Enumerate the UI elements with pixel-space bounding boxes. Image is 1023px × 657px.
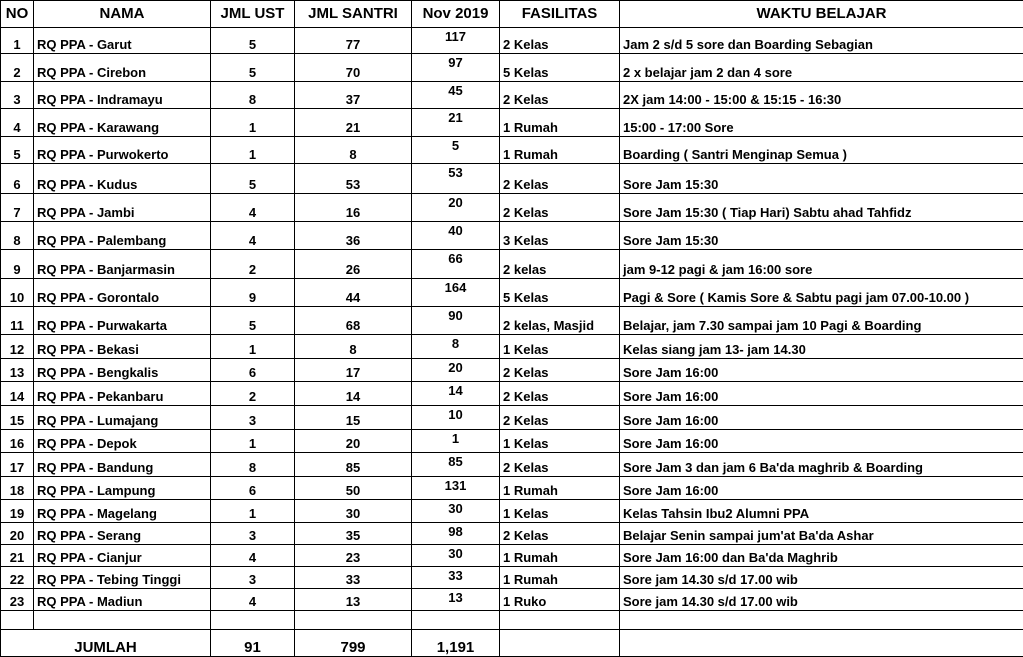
table-row bbox=[1, 222, 1023, 250]
cell-waktu-belajar: Pagi & Sore ( Kamis Sore & Sabtu pagi jam 07.00-10.00 ) bbox=[620, 279, 1023, 307]
table-row bbox=[1, 250, 1023, 279]
cell-nov-2019: 21 bbox=[412, 109, 500, 137]
cell-fasilitas: 1 Ruko bbox=[500, 589, 620, 611]
cell-jml-ust: 3 bbox=[211, 406, 295, 430]
table-row bbox=[1, 164, 1023, 194]
cell-jml-santri: 14 bbox=[295, 382, 412, 406]
cell-jml-ust: 8 bbox=[211, 82, 295, 109]
cell-nama: RQ PPA - Purwakarta bbox=[34, 307, 211, 335]
cell-nama: RQ PPA - Cirebon bbox=[34, 54, 211, 82]
cell-no: 9 bbox=[1, 250, 34, 279]
cell-jml-santri: 20 bbox=[295, 430, 412, 453]
cell-jml-ust: 4 bbox=[211, 589, 295, 611]
cell-nama: RQ PPA - Bengkalis bbox=[34, 359, 211, 382]
cell-nov-2019: 164 bbox=[412, 279, 500, 307]
cell-nov-2019: 40 bbox=[412, 222, 500, 250]
cell-jml-ust: 5 bbox=[211, 28, 295, 54]
totals-row bbox=[1, 630, 1023, 657]
cell-nama: RQ PPA - Bekasi bbox=[34, 335, 211, 359]
totals-ust: 91 bbox=[211, 630, 295, 657]
cell-fasilitas: 3 Kelas bbox=[500, 222, 620, 250]
cell-nama: RQ PPA - Karawang bbox=[34, 109, 211, 137]
blank-cell bbox=[412, 611, 500, 630]
cell-jml-santri: 35 bbox=[295, 523, 412, 545]
cell-jml-ust: 2 bbox=[211, 382, 295, 406]
blank-cell bbox=[211, 611, 295, 630]
cell-jml-santri: 33 bbox=[295, 567, 412, 589]
cell-nov-2019: 85 bbox=[412, 453, 500, 477]
cell-jml-ust: 1 bbox=[211, 430, 295, 453]
cell-nama: RQ PPA - Depok bbox=[34, 430, 211, 453]
cell-jml-santri: 44 bbox=[295, 279, 412, 307]
cell-no: 16 bbox=[1, 430, 34, 453]
cell-nama: RQ PPA - Pekanbaru bbox=[34, 382, 211, 406]
cell-nov-2019: 98 bbox=[412, 523, 500, 545]
blank-cell bbox=[620, 611, 1023, 630]
cell-jml-ust: 5 bbox=[211, 307, 295, 335]
cell-jml-santri: 15 bbox=[295, 406, 412, 430]
cell-no: 15 bbox=[1, 406, 34, 430]
cell-fasilitas: 1 Kelas bbox=[500, 500, 620, 523]
cell-jml-santri: 13 bbox=[295, 589, 412, 611]
cell-nov-2019: 30 bbox=[412, 500, 500, 523]
cell-no: 18 bbox=[1, 477, 34, 500]
cell-waktu-belajar: Sore Jam 16:00 bbox=[620, 477, 1023, 500]
cell-fasilitas: 2 Kelas bbox=[500, 194, 620, 222]
cell-no: 22 bbox=[1, 567, 34, 589]
cell-nama: RQ PPA - Lumajang bbox=[34, 406, 211, 430]
table-row bbox=[1, 430, 1023, 453]
cell-fasilitas: 5 Kelas bbox=[500, 279, 620, 307]
cell-jml-santri: 36 bbox=[295, 222, 412, 250]
header-jml-santri: JML SANTRI bbox=[295, 1, 412, 28]
table-row bbox=[1, 28, 1023, 54]
cell-jml-santri: 30 bbox=[295, 500, 412, 523]
cell-nama: RQ PPA - Cianjur bbox=[34, 545, 211, 567]
table-row bbox=[1, 477, 1023, 500]
cell-fasilitas: 1 Kelas bbox=[500, 430, 620, 453]
cell-jml-santri: 85 bbox=[295, 453, 412, 477]
cell-jml-ust: 5 bbox=[211, 54, 295, 82]
cell-waktu-belajar: Boarding ( Santri Menginap Semua ) bbox=[620, 137, 1023, 164]
cell-nama: RQ PPA - Gorontalo bbox=[34, 279, 211, 307]
cell-nama: RQ PPA - Indramayu bbox=[34, 82, 211, 109]
blank-row bbox=[1, 611, 1023, 630]
cell-nama: RQ PPA - Palembang bbox=[34, 222, 211, 250]
table-row bbox=[1, 194, 1023, 222]
table-row bbox=[1, 307, 1023, 335]
cell-nov-2019: 97 bbox=[412, 54, 500, 82]
table-row bbox=[1, 523, 1023, 545]
table-row bbox=[1, 589, 1023, 611]
cell-waktu-belajar: Sore jam 14.30 s/d 17.00 wib bbox=[620, 589, 1023, 611]
table-row bbox=[1, 82, 1023, 109]
table-body bbox=[1, 28, 1023, 611]
header-nov-2019: Nov 2019 bbox=[412, 1, 500, 28]
cell-waktu-belajar: Kelas Tahsin Ibu2 Alumni PPA bbox=[620, 500, 1023, 523]
cell-jml-santri: 50 bbox=[295, 477, 412, 500]
cell-fasilitas: 1 Rumah bbox=[500, 567, 620, 589]
cell-fasilitas: 2 kelas, Masjid bbox=[500, 307, 620, 335]
cell-jml-santri: 21 bbox=[295, 109, 412, 137]
totals-label: JUMLAH bbox=[1, 630, 211, 657]
cell-nama: RQ PPA - Garut bbox=[34, 28, 211, 54]
cell-jml-ust: 1 bbox=[211, 137, 295, 164]
cell-no: 4 bbox=[1, 109, 34, 137]
cell-jml-santri: 70 bbox=[295, 54, 412, 82]
table-row bbox=[1, 567, 1023, 589]
cell-waktu-belajar: Sore Jam 16:00 bbox=[620, 406, 1023, 430]
totals-santri: 799 bbox=[295, 630, 412, 657]
cell-jml-ust: 1 bbox=[211, 335, 295, 359]
totals-empty-waktu bbox=[620, 630, 1023, 657]
cell-nov-2019: 20 bbox=[412, 359, 500, 382]
cell-nov-2019: 66 bbox=[412, 250, 500, 279]
cell-waktu-belajar: Kelas siang jam 13- jam 14.30 bbox=[620, 335, 1023, 359]
cell-fasilitas: 2 Kelas bbox=[500, 382, 620, 406]
cell-jml-ust: 3 bbox=[211, 523, 295, 545]
cell-fasilitas: 2 Kelas bbox=[500, 164, 620, 194]
cell-fasilitas: 1 Rumah bbox=[500, 137, 620, 164]
cell-no: 17 bbox=[1, 453, 34, 477]
cell-jml-ust: 3 bbox=[211, 567, 295, 589]
header-waktu-belajar: WAKTU BELAJAR bbox=[620, 1, 1023, 28]
cell-jml-santri: 16 bbox=[295, 194, 412, 222]
header-jml-ust: JML UST bbox=[211, 1, 295, 28]
cell-jml-ust: 4 bbox=[211, 194, 295, 222]
cell-no: 3 bbox=[1, 82, 34, 109]
cell-fasilitas: 2 Kelas bbox=[500, 453, 620, 477]
cell-nov-2019: 30 bbox=[412, 545, 500, 567]
cell-fasilitas: 2 kelas bbox=[500, 250, 620, 279]
cell-no: 11 bbox=[1, 307, 34, 335]
cell-fasilitas: 2 Kelas bbox=[500, 523, 620, 545]
cell-nama: RQ PPA - Purwokerto bbox=[34, 137, 211, 164]
cell-waktu-belajar: Sore jam 14.30 s/d 17.00 wib bbox=[620, 567, 1023, 589]
cell-jml-santri: 37 bbox=[295, 82, 412, 109]
cell-jml-ust: 5 bbox=[211, 164, 295, 194]
cell-jml-ust: 4 bbox=[211, 222, 295, 250]
table-row bbox=[1, 382, 1023, 406]
cell-fasilitas: 2 Kelas bbox=[500, 406, 620, 430]
cell-fasilitas: 1 Rumah bbox=[500, 477, 620, 500]
cell-jml-ust: 9 bbox=[211, 279, 295, 307]
header-row bbox=[1, 1, 1023, 28]
cell-no: 10 bbox=[1, 279, 34, 307]
cell-nov-2019: 53 bbox=[412, 164, 500, 194]
cell-no: 1 bbox=[1, 28, 34, 54]
table-row bbox=[1, 137, 1023, 164]
cell-jml-santri: 23 bbox=[295, 545, 412, 567]
cell-no: 7 bbox=[1, 194, 34, 222]
cell-no: 20 bbox=[1, 523, 34, 545]
cell-jml-santri: 53 bbox=[295, 164, 412, 194]
cell-no: 23 bbox=[1, 589, 34, 611]
cell-nama: RQ PPA - Banjarmasin bbox=[34, 250, 211, 279]
table-row bbox=[1, 109, 1023, 137]
cell-nama: RQ PPA - Kudus bbox=[34, 164, 211, 194]
cell-waktu-belajar: jam 9-12 pagi & jam 16:00 sore bbox=[620, 250, 1023, 279]
cell-nov-2019: 14 bbox=[412, 382, 500, 406]
cell-no: 5 bbox=[1, 137, 34, 164]
cell-jml-santri: 26 bbox=[295, 250, 412, 279]
cell-waktu-belajar: Sore Jam 3 dan jam 6 Ba'da maghrib & Boarding bbox=[620, 453, 1023, 477]
blank-cell bbox=[1, 611, 34, 630]
table-row bbox=[1, 335, 1023, 359]
cell-no: 6 bbox=[1, 164, 34, 194]
cell-jml-ust: 8 bbox=[211, 453, 295, 477]
cell-waktu-belajar: Jam 2 s/d 5 sore dan Boarding Sebagian bbox=[620, 28, 1023, 54]
cell-fasilitas: 1 Rumah bbox=[500, 545, 620, 567]
cell-nama: RQ PPA - Jambi bbox=[34, 194, 211, 222]
cell-no: 21 bbox=[1, 545, 34, 567]
cell-nama: RQ PPA - Bandung bbox=[34, 453, 211, 477]
cell-nov-2019: 131 bbox=[412, 477, 500, 500]
blank-cell bbox=[500, 611, 620, 630]
cell-jml-ust: 2 bbox=[211, 250, 295, 279]
cell-nov-2019: 5 bbox=[412, 137, 500, 164]
cell-jml-santri: 8 bbox=[295, 335, 412, 359]
table-row bbox=[1, 406, 1023, 430]
table-row bbox=[1, 545, 1023, 567]
table-row bbox=[1, 54, 1023, 82]
cell-nama: RQ PPA - Lampung bbox=[34, 477, 211, 500]
cell-jml-ust: 6 bbox=[211, 359, 295, 382]
cell-waktu-belajar: Sore Jam 15:30 bbox=[620, 222, 1023, 250]
cell-nama: RQ PPA - Serang bbox=[34, 523, 211, 545]
blank-cell bbox=[295, 611, 412, 630]
header-nama: NAMA bbox=[34, 1, 211, 28]
cell-waktu-belajar: Sore Jam 16:00 bbox=[620, 430, 1023, 453]
table-row bbox=[1, 453, 1023, 477]
totals-empty-fasilitas bbox=[500, 630, 620, 657]
cell-waktu-belajar: Sore Jam 16:00 bbox=[620, 359, 1023, 382]
cell-waktu-belajar: Sore Jam 15:30 bbox=[620, 164, 1023, 194]
cell-fasilitas: 2 Kelas bbox=[500, 28, 620, 54]
cell-waktu-belajar: Sore Jam 16:00 dan Ba'da Maghrib bbox=[620, 545, 1023, 567]
cell-nov-2019: 45 bbox=[412, 82, 500, 109]
cell-jml-santri: 17 bbox=[295, 359, 412, 382]
cell-fasilitas: 2 Kelas bbox=[500, 82, 620, 109]
cell-waktu-belajar: Belajar Senin sampai jum'at Ba'da Ashar bbox=[620, 523, 1023, 545]
blank-cell bbox=[34, 611, 211, 630]
cell-jml-ust: 1 bbox=[211, 500, 295, 523]
cell-nov-2019: 10 bbox=[412, 406, 500, 430]
table-row bbox=[1, 279, 1023, 307]
cell-nov-2019: 20 bbox=[412, 194, 500, 222]
cell-no: 12 bbox=[1, 335, 34, 359]
cell-fasilitas: 1 Kelas bbox=[500, 335, 620, 359]
cell-fasilitas: 2 Kelas bbox=[500, 359, 620, 382]
cell-waktu-belajar: Sore Jam 15:30 ( Tiap Hari) Sabtu ahad Tahfidz bbox=[620, 194, 1023, 222]
cell-nov-2019: 117 bbox=[412, 28, 500, 54]
cell-nov-2019: 90 bbox=[412, 307, 500, 335]
table-header bbox=[1, 1, 1023, 28]
cell-waktu-belajar: 2X jam 14:00 - 15:00 & 15:15 - 16:30 bbox=[620, 82, 1023, 109]
header-fasilitas: FASILITAS bbox=[500, 1, 620, 28]
cell-waktu-belajar: Belajar, jam 7.30 sampai jam 10 Pagi & Boarding bbox=[620, 307, 1023, 335]
cell-waktu-belajar: 15:00 - 17:00 Sore bbox=[620, 109, 1023, 137]
header-no: NO bbox=[1, 1, 34, 28]
cell-nov-2019: 13 bbox=[412, 589, 500, 611]
totals-nov: 1,191 bbox=[412, 630, 500, 657]
cell-nama: RQ PPA - Tebing Tinggi bbox=[34, 567, 211, 589]
cell-jml-santri: 68 bbox=[295, 307, 412, 335]
cell-nama: RQ PPA - Madiun bbox=[34, 589, 211, 611]
table-footer bbox=[1, 611, 1023, 657]
cell-waktu-belajar: 2 x belajar jam 2 dan 4 sore bbox=[620, 54, 1023, 82]
cell-fasilitas: 1 Rumah bbox=[500, 109, 620, 137]
cell-jml-santri: 77 bbox=[295, 28, 412, 54]
table-row bbox=[1, 500, 1023, 523]
cell-no: 8 bbox=[1, 222, 34, 250]
cell-no: 19 bbox=[1, 500, 34, 523]
table-row bbox=[1, 359, 1023, 382]
cell-nov-2019: 8 bbox=[412, 335, 500, 359]
cell-no: 13 bbox=[1, 359, 34, 382]
cell-nama: RQ PPA - Magelang bbox=[34, 500, 211, 523]
cell-jml-ust: 1 bbox=[211, 109, 295, 137]
cell-jml-ust: 4 bbox=[211, 545, 295, 567]
cell-fasilitas: 5 Kelas bbox=[500, 54, 620, 82]
cell-jml-ust: 6 bbox=[211, 477, 295, 500]
cell-jml-santri: 8 bbox=[295, 137, 412, 164]
cell-no: 2 bbox=[1, 54, 34, 82]
cell-waktu-belajar: Sore Jam 16:00 bbox=[620, 382, 1023, 406]
cell-no: 14 bbox=[1, 382, 34, 406]
cell-nov-2019: 1 bbox=[412, 430, 500, 453]
cell-nov-2019: 33 bbox=[412, 567, 500, 589]
